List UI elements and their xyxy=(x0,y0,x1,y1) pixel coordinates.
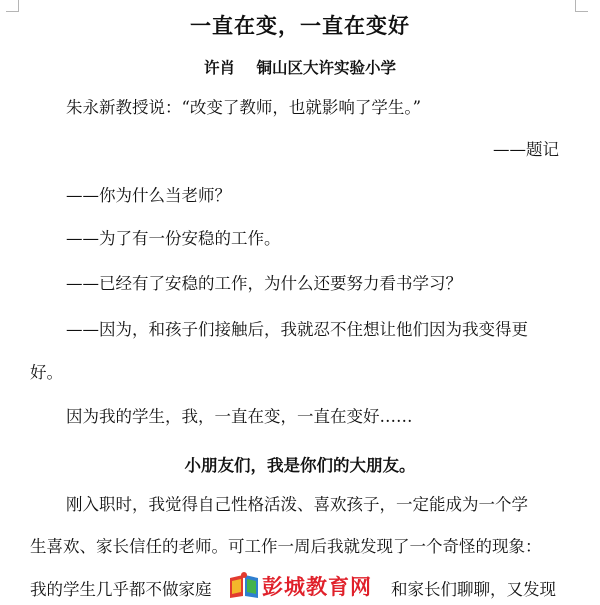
author-byline: 许肖 铜山区大许实验小学 xyxy=(203,58,397,77)
epigraph-quote: 朱永新教授说：“改变了教师，也就影响了学生。” xyxy=(66,98,422,117)
watermark-text: 彭城教育网 xyxy=(262,575,372,599)
document-title: 一直在变，一直在变好 xyxy=(190,13,410,38)
body-line: 生喜欢、家长信任的老师。可工作一周后我就发现了一个奇怪的现象： xyxy=(30,537,542,556)
body-line: 和家长们聊聊，又发现 xyxy=(391,580,556,599)
body-line: 我的学生几乎都不做家庭 xyxy=(30,580,212,599)
dialogue-line: 好。 xyxy=(30,363,63,382)
closing-line: 因为我的学生，我，一直在变，一直在变好…… xyxy=(66,407,413,426)
dialogue-line: ——因为，和孩子们接触后，我就忍不住想让他们因为我变得更 xyxy=(66,320,528,339)
section-heading: 小朋友们，我是你们的大朋友。 xyxy=(184,456,416,475)
body-line: 刚入职时，我觉得自己性格活泼、喜欢孩子，一定能成为一个学 xyxy=(66,495,528,514)
dialogue-line: ——已经有了安稳的工作，为什么还要努力看书学习？ xyxy=(66,274,462,293)
open-book-logo-icon xyxy=(226,570,262,600)
epigraph-attribution: ——题记 xyxy=(493,140,559,159)
dialogue-line: ——你为什么当老师？ xyxy=(66,186,231,205)
dialogue-line: ——为了有一份安稳的工作。 xyxy=(66,229,281,248)
site-watermark xyxy=(226,570,386,602)
